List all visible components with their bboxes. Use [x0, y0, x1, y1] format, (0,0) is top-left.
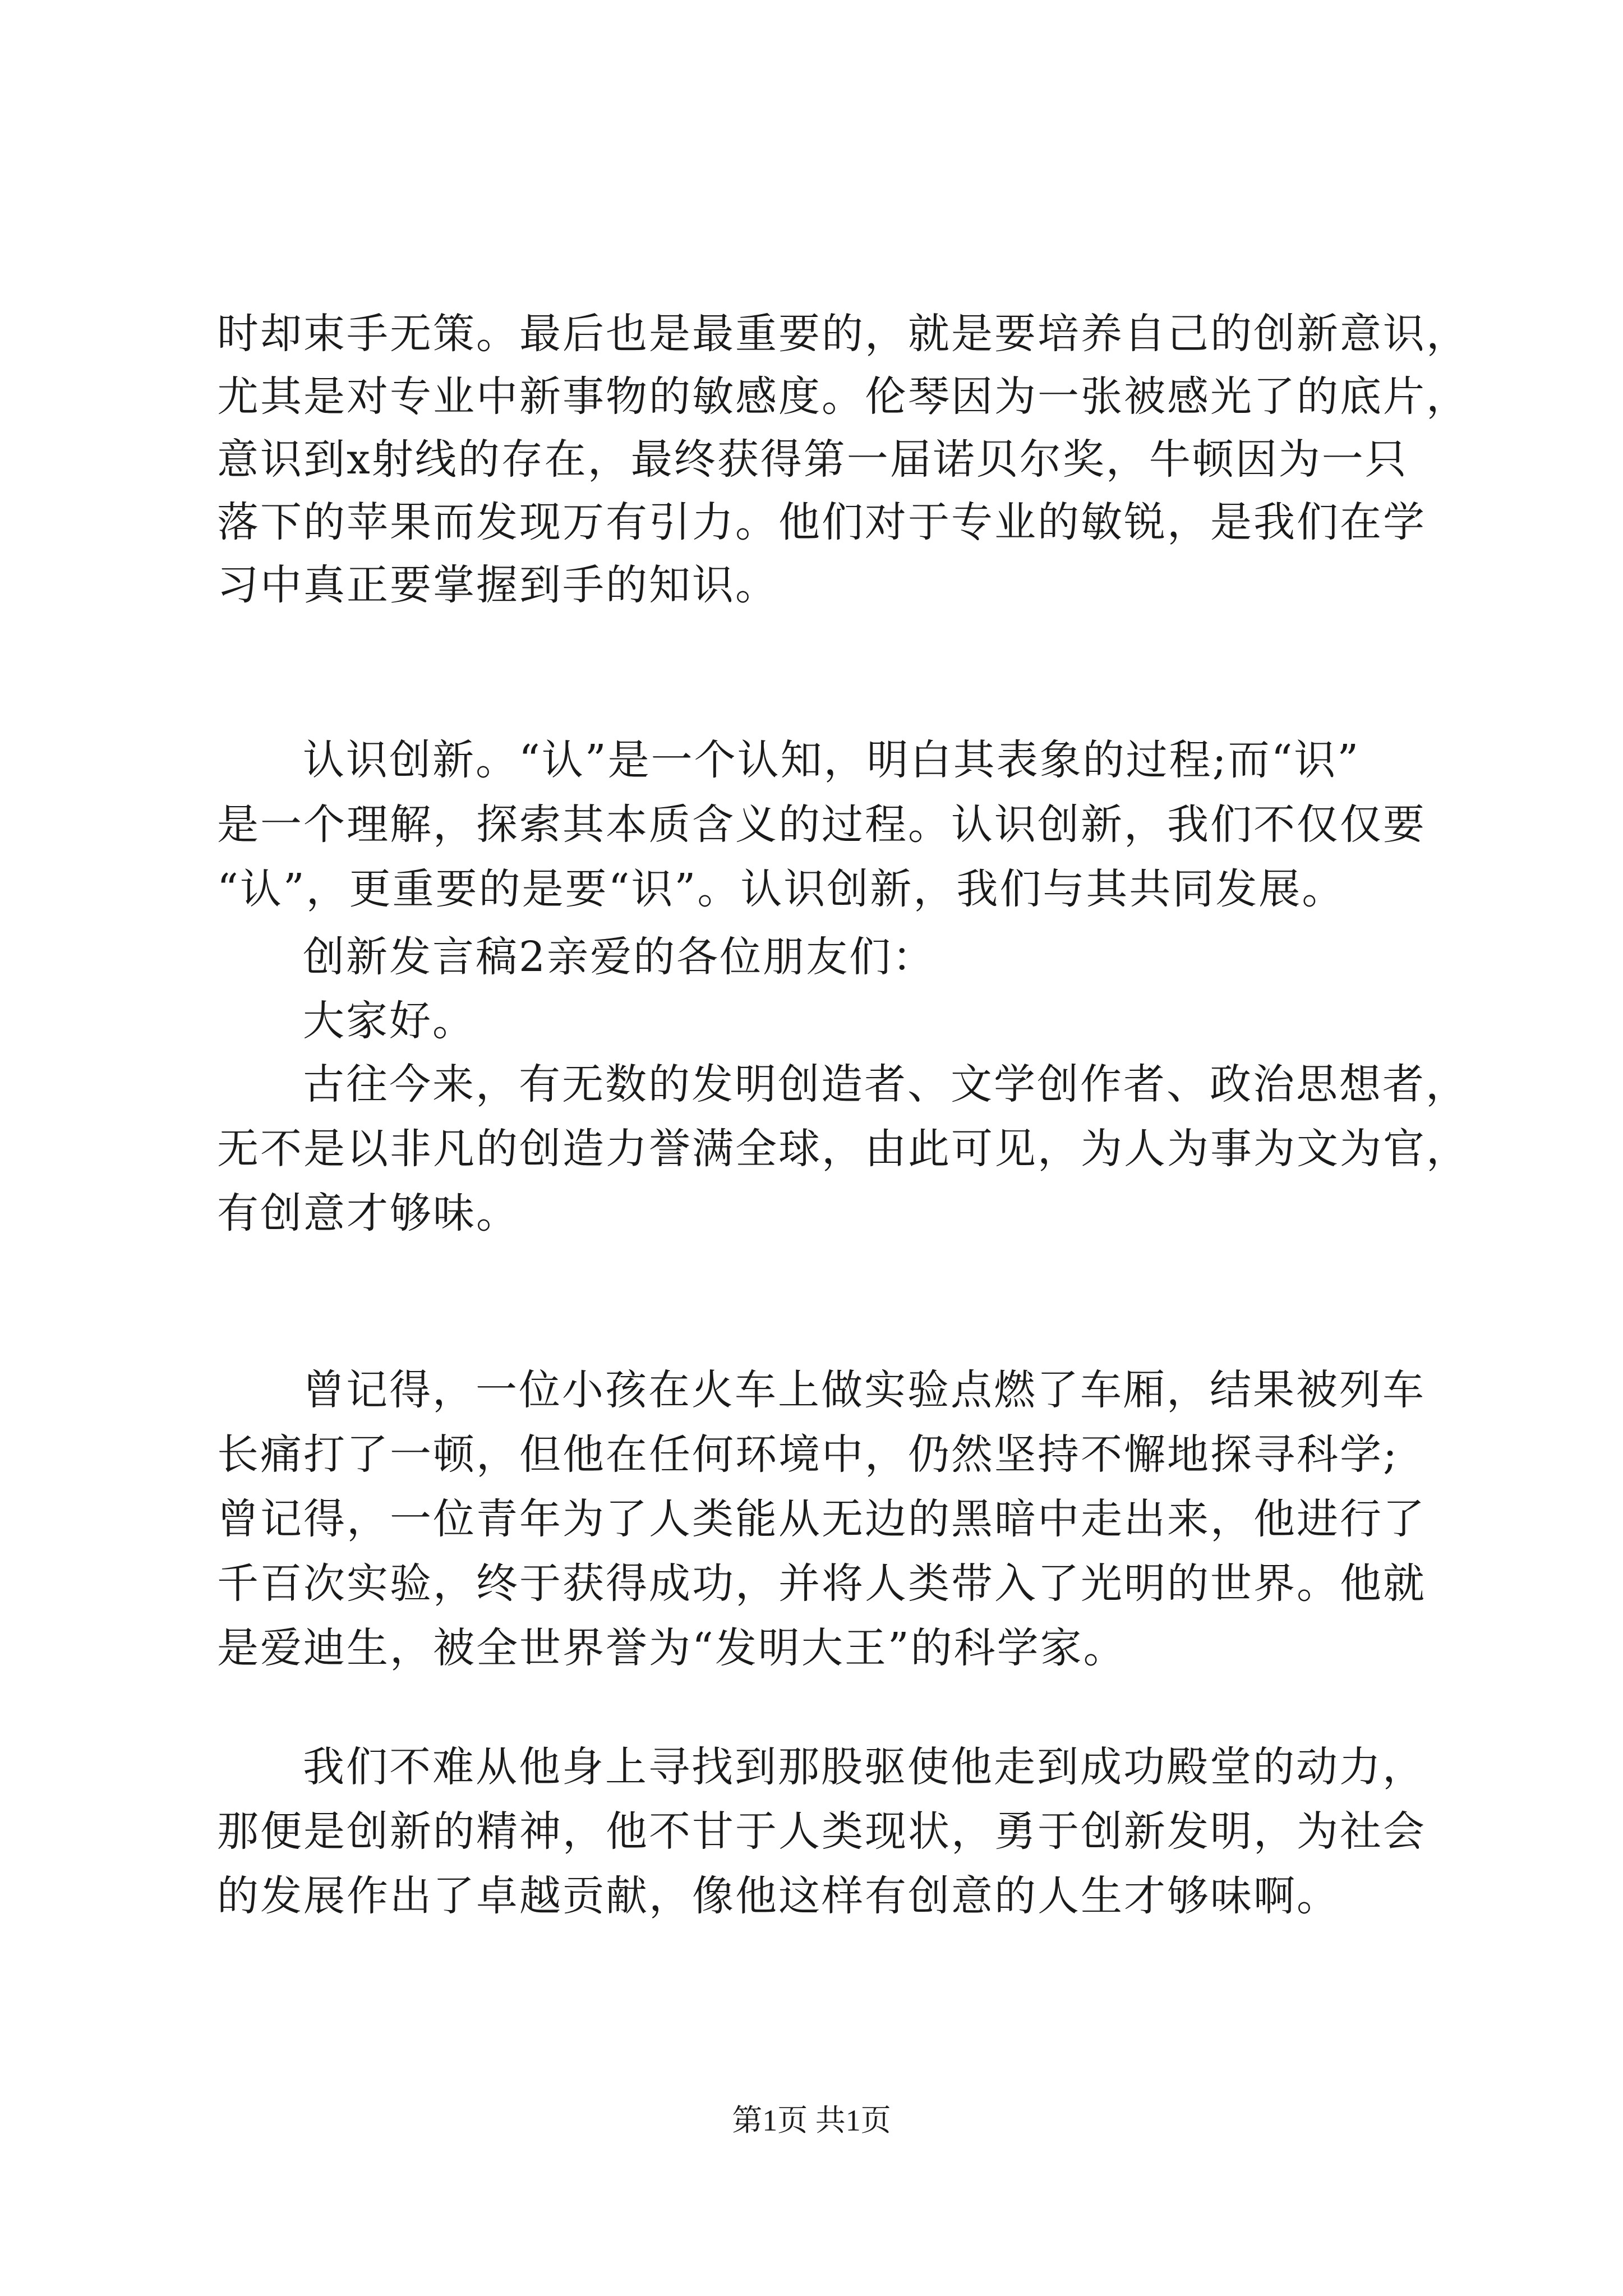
paragraph-first-line: 古往今来，有无数的发明创造者、文学创作者、政治思想者， [303, 1060, 1469, 1108]
text-line: 落下的苹果而发现万有引力。他们对于专业的敏锐，是我们在学 [217, 498, 1426, 546]
text-line: 有创意才够味。 [217, 1189, 519, 1237]
text-line: 千百次实验，终于获得成功，并将人类带入了光明的世界。他就 [217, 1559, 1426, 1608]
page-number-footer: 第1页 共1页 [732, 2104, 891, 2137]
text-line: 习中真正要掌握到手的知识。 [217, 561, 778, 609]
speech-heading: 创新发言稿2亲爱的各位朋友们： [303, 933, 936, 981]
greeting: 大家好。 [303, 997, 476, 1045]
text-line: 是一个理解，探索其本质含义的过程。认识创新，我们不仅仅要 [217, 800, 1426, 849]
text-line: 长痛打了一顿，但他在任何环境中，仍然坚持不懈地探寻科学; [217, 1430, 1399, 1479]
text-line: 是爱迪生，被全世界誉为“发明大王”的科学家。 [217, 1624, 1127, 1672]
text-line: 无不是以非凡的创造力誉满全球，由此可见，为人为事为文为官， [217, 1125, 1469, 1173]
text-line: 尤其是对专业中新事物的敏感度。伦琴因为一张被感光了的底片， [217, 372, 1469, 421]
text-line: 曾记得，一位青年为了人类能从无边的黑暗中走出来，他进行了 [217, 1495, 1426, 1543]
paragraph-first-line: 认识创新。“认”是一个认知，明白其表象的过程;而“识” [303, 736, 1361, 784]
paragraph-first-line: 我们不难从他身上寻找到那股驱使他走到成功殿堂的动力， [303, 1743, 1426, 1791]
paragraph-first-line: 曾记得，一位小孩在火车上做实验点燃了车厢，结果被列车 [303, 1366, 1426, 1414]
text-line: 的发展作出了卓越贡献，像他这样有创意的人生才够味啊。 [217, 1872, 1340, 1920]
text-line: 时却束手无策。最后也是最重要的，就是要培养自己的创新意识， [217, 310, 1469, 358]
text-line: 那便是创新的精神，他不甘于人类现状，勇于创新发明，为社会 [217, 1807, 1426, 1856]
text-line: “认”，更重要的是要“识”。认识创新，我们与其共同发展。 [217, 865, 1345, 913]
text-line: 意识到x射线的存在，最终获得第一届诺贝尔奖，牛顿因为一只 [217, 435, 1408, 484]
